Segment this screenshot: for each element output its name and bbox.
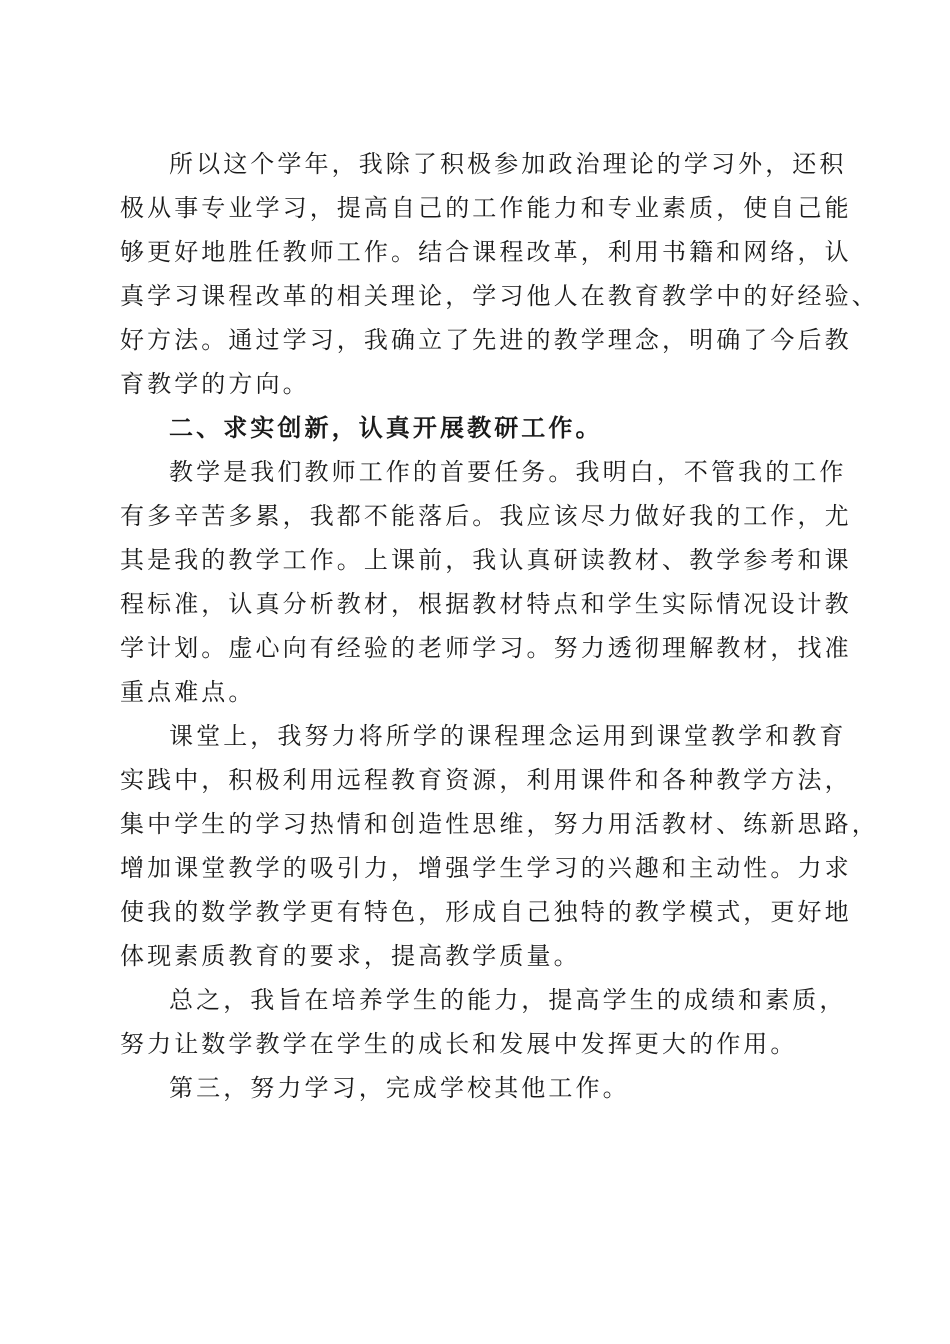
paragraph-5-line-1: 第三，努力学习，完成学校其他工作。 xyxy=(169,1074,630,1102)
paragraph-4-line-2: 努力让数学教学在学生的成长和发展中发挥更大的作用。 xyxy=(120,1030,798,1058)
paragraph-3-line-1: 课堂上，我努力将所学的课程理念运用到课堂教学和教育 xyxy=(169,722,847,750)
section-heading: 二、求实创新，认真开展教研工作。 xyxy=(169,413,603,442)
paragraph-2-line-3: 其是我的教学工作。上课前，我认真研读教材、教学参考和课 xyxy=(120,546,852,574)
paragraph-1-line-2: 极从事专业学习，提高自己的工作能力和专业素质，使自己能 xyxy=(120,194,852,222)
paragraph-1-line-5: 好方法。通过学习，我确立了先进的教学理念，明确了今后教 xyxy=(120,326,852,354)
document-body xyxy=(120,142,879,1110)
paragraph-1-line-6: 育教学的方向。 xyxy=(120,370,310,398)
paragraph-2-line-1: 教学是我们教师工作的首要任务。我明白，不管我的工作 xyxy=(169,458,847,486)
paragraph-2-line-6: 重点难点。 xyxy=(120,678,256,706)
paragraph-3-line-5: 使我的数学教学更有特色，形成自己独特的教学模式，更好地 xyxy=(120,898,852,926)
paragraph-2-line-5: 学计划。虚心向有经验的老师学习。努力透彻理解教材，找准 xyxy=(120,634,852,662)
paragraph-2-line-4: 程标准，认真分析教材，根据教材特点和学生实际情况设计教 xyxy=(120,590,852,618)
paragraph-3-line-6: 体现素质教育的要求，提高教学质量。 xyxy=(120,942,581,970)
paragraph-3-line-4: 增加课堂教学的吸引力，增强学生学习的兴趣和主动性。力求 xyxy=(120,854,852,882)
paragraph-1-line-1: 所以这个学年，我除了积极参加政治理论的学习外，还积 xyxy=(169,150,847,178)
paragraph-1-line-4: 真学习课程改革的相关理论，学习他人在教育教学中的好经验、 xyxy=(120,282,879,310)
paragraph-2-line-2: 有多辛苦多累，我都不能落后。我应该尽力做好我的工作，尤 xyxy=(120,502,852,530)
paragraph-4-line-1: 总之，我旨在培养学生的能力，提高学生的成绩和素质， xyxy=(169,986,847,1014)
paragraph-3-line-3: 集中学生的学习热情和创造性思维，努力用活教材、练新思路， xyxy=(120,810,879,838)
paragraph-3-line-2: 实践中，积极利用远程教育资源，利用课件和各种教学方法， xyxy=(120,766,852,794)
paragraph-1-line-3: 够更好地胜任教师工作。结合课程改革，利用书籍和网络，认 xyxy=(120,238,852,266)
